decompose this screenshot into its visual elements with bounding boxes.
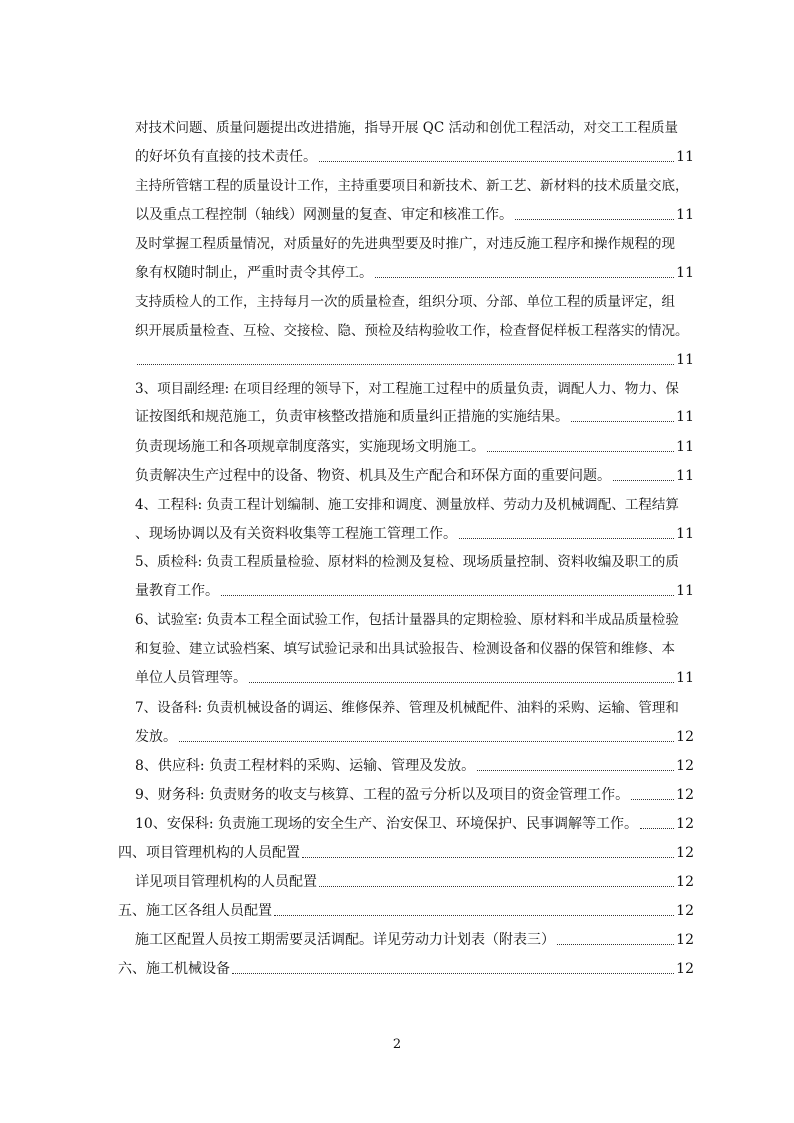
toc-entry-text: 对技术问题、质量问题提出改进措施，指导开展 QC 活动和创优工程活动，对交工工程质量 — [135, 120, 678, 136]
toc-page-number: 11 — [676, 439, 694, 455]
toc-entry-text: 及时掌握工程质量情况，对质量好的先进典型要及时推广，对违反施工程序和操作规程的现 — [135, 236, 675, 252]
toc-entry-text: 9、财务科: 负责财务的收支与核算、工程的盈亏分析以及项目的资金管理工作。 — [135, 787, 630, 803]
toc-page-number: 12 — [676, 845, 694, 861]
toc-page-number: 11 — [676, 149, 694, 165]
toc-entry-text: 和复验、建立试验档案、填写试验记录和出具试验报告、检测设备和仪器的保管和维修、本 — [135, 641, 675, 657]
toc-entry-text: 施工区配置人员按工期需要灵活调配。详见劳动力计划表（附表三） — [135, 932, 555, 948]
page-number: 2 — [392, 1037, 402, 1052]
toc-line — [135, 612, 694, 628]
toc-entry-text: 、现场协调以及有关资料收集等工程施工管理工作。 — [135, 526, 457, 542]
toc-page-number: 11 — [676, 670, 694, 686]
dot-leader — [137, 363, 674, 365]
toc-line — [135, 874, 694, 890]
toc-entry-text: 负责解决生产过程中的设备、物资、机具及生产配合和环保方面的重要问题。 — [135, 468, 611, 484]
toc-line — [135, 323, 694, 339]
toc-page-number: 11 — [676, 526, 694, 542]
toc-page-number: 11 — [676, 352, 694, 368]
toc-page-number: 12 — [676, 729, 694, 745]
toc-line — [135, 439, 694, 455]
toc-entry-text: 以及重点工程控制（轴线）网测量的复查、审定和核准工作。 — [135, 207, 513, 223]
dot-leader — [557, 943, 674, 945]
dot-leader — [459, 537, 674, 539]
toc-page-number: 12 — [676, 816, 694, 832]
toc-page-number: 12 — [676, 961, 694, 977]
toc-line — [135, 641, 694, 657]
toc-entry-text: 支持质检人的工作，主持每月一次的质量检查，组织分项、分部、单位工程的质量评定，组 — [135, 294, 675, 310]
toc-entry-text: 织开展质量检查、互检、交接检、隐、预检及结构验收工作，检查督促样板工程落实的情况。 — [135, 323, 689, 339]
toc-entry-text: 发放。 — [135, 729, 177, 745]
toc-line — [135, 758, 694, 774]
dot-leader — [487, 450, 674, 452]
toc-line — [135, 932, 694, 948]
toc-page-number: 12 — [676, 903, 694, 919]
toc-line — [135, 554, 694, 570]
toc-page-number: 11 — [676, 207, 694, 223]
toc-page-number: 11 — [676, 265, 694, 281]
toc-line — [135, 409, 694, 425]
toc-line — [135, 700, 694, 716]
toc-page-number: 11 — [676, 409, 694, 425]
toc-entry-text: 的好坏负有直接的技术责任。 — [135, 149, 317, 165]
dot-leader — [375, 276, 674, 278]
dot-leader — [613, 479, 674, 481]
toc-line — [135, 816, 694, 832]
toc-entry-text: 负责现场施工和各项规章制度落实，实施现场文明施工。 — [135, 439, 485, 455]
dot-leader — [319, 160, 674, 162]
toc-line — [135, 120, 694, 136]
toc-entry-text: 五、施工区各组人员配置 — [118, 903, 272, 919]
dot-leader — [179, 740, 674, 742]
toc-entry-text: 象有权随时制止，严重时责令其停工。 — [135, 265, 373, 281]
toc-page-number: 11 — [676, 468, 694, 484]
toc-entry-text: 10、安保科: 负责施工现场的安全生产、治安保卫、环境保护、民事调解等工作。 — [135, 816, 638, 832]
dot-leader — [515, 218, 674, 220]
toc-line — [135, 497, 694, 513]
toc-page-number: 11 — [676, 583, 694, 599]
toc-entry-text: 量教育工作。 — [135, 583, 219, 599]
dot-leader — [640, 827, 674, 829]
dot-leader — [477, 769, 674, 771]
toc-line — [118, 845, 694, 861]
toc-entry-text: 四、项目管理机构的人员配置 — [118, 845, 300, 861]
dot-leader — [302, 856, 674, 858]
toc-line — [135, 207, 694, 223]
toc-line — [135, 236, 694, 252]
toc-line — [135, 381, 694, 397]
toc-entry-text: 证按图纸和规范施工，负责审核整改措施和质量纠正措施的实施结果。 — [135, 409, 569, 425]
toc-page-number: 12 — [676, 787, 694, 803]
toc-entry-text: 4、工程科: 负责工程计划编制、施工安排和调度、测量放样、劳动力及机械调配、工程结算 — [135, 497, 679, 513]
toc-line — [135, 178, 694, 194]
dot-leader — [631, 798, 674, 800]
toc-page-number: 12 — [676, 758, 694, 774]
toc-entry-text: 8、供应科: 负责工程材料的采购、运输、管理及发放。 — [135, 758, 476, 774]
toc-line — [135, 352, 694, 368]
dot-leader — [274, 914, 674, 916]
dot-leader — [319, 885, 674, 887]
dot-leader — [249, 681, 674, 683]
toc-line — [135, 526, 694, 542]
toc-entry-text: 3、项目副经理: 在项目经理的领导下，对工程施工过程中的质量负责，调配人力、物力、保 — [135, 381, 679, 397]
toc-page-number: 12 — [676, 874, 694, 890]
toc-entry-text: 六、施工机械设备 — [118, 961, 230, 977]
toc-entry-text: 7、设备科: 负责机械设备的调运、维修保养、管理及机械配件、油料的采购、运输、管理和 — [135, 700, 679, 716]
toc-entry-text: 5、质检科: 负责工程质量检验、原材料的检测及复检、现场质量控制、资料收编及职工的质 — [135, 554, 679, 570]
toc-line — [135, 149, 694, 165]
toc-line — [135, 265, 694, 281]
dot-leader — [571, 420, 674, 422]
toc-line — [118, 903, 694, 919]
toc-entry-text: 6、试验室: 负责本工程全面试验工作，包括计量器具的定期检验、原材料和半成品质量检验 — [135, 612, 679, 628]
toc-page-number: 12 — [676, 932, 694, 948]
dot-leader — [232, 972, 674, 974]
toc-line — [118, 961, 694, 977]
toc-line — [135, 468, 694, 484]
toc-line — [135, 670, 694, 686]
toc-line — [135, 729, 694, 745]
toc-line — [135, 787, 694, 803]
toc-entry-text: 主持所管辖工程的质量设计工作，主持重要项目和新技术、新工艺、新材料的技术质量交底， — [135, 178, 689, 194]
toc-entry-text: 单位人员管理等。 — [135, 670, 247, 686]
dot-leader — [221, 594, 674, 596]
toc-entry-text: 详见项目管理机构的人员配置 — [135, 874, 317, 890]
toc-line — [135, 583, 694, 599]
toc-line — [135, 294, 694, 310]
